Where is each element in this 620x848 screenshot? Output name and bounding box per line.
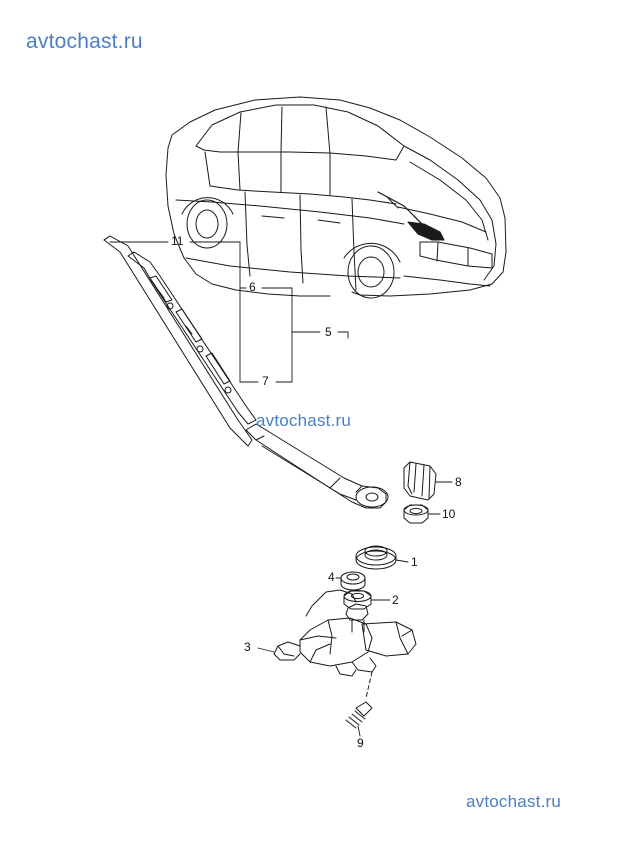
callout-leaders — [110, 242, 452, 736]
callout-5: 5 — [325, 325, 332, 339]
callout-10: 10 — [442, 507, 456, 521]
watermark-center: avtochast.ru — [256, 411, 352, 430]
wiper-blade-assembly — [104, 236, 256, 446]
callout-9: 9 — [357, 736, 364, 750]
callout-2: 2 — [392, 593, 399, 607]
wiper-arm — [246, 424, 388, 508]
pivot-seal — [341, 572, 365, 590]
callout-1: 1 — [411, 555, 418, 569]
mounting-screw — [346, 702, 372, 728]
pivot-nut — [344, 591, 371, 610]
watermark-top-left: avtochast.ru — [26, 30, 143, 53]
wiper-arm-nut — [404, 505, 428, 523]
watermark-bottom-right: avtochast.ru — [466, 792, 562, 811]
callout-6: 6 — [249, 280, 256, 294]
callout-11: 11 — [171, 234, 184, 248]
car-illustration — [166, 97, 506, 298]
callout-3: 3 — [244, 640, 251, 654]
callout-4: 4 — [328, 570, 335, 584]
callout-8: 8 — [455, 475, 462, 489]
callout-7: 7 — [262, 374, 269, 388]
wiper-arm-cap — [404, 462, 436, 500]
pivot-grommet — [356, 546, 396, 569]
